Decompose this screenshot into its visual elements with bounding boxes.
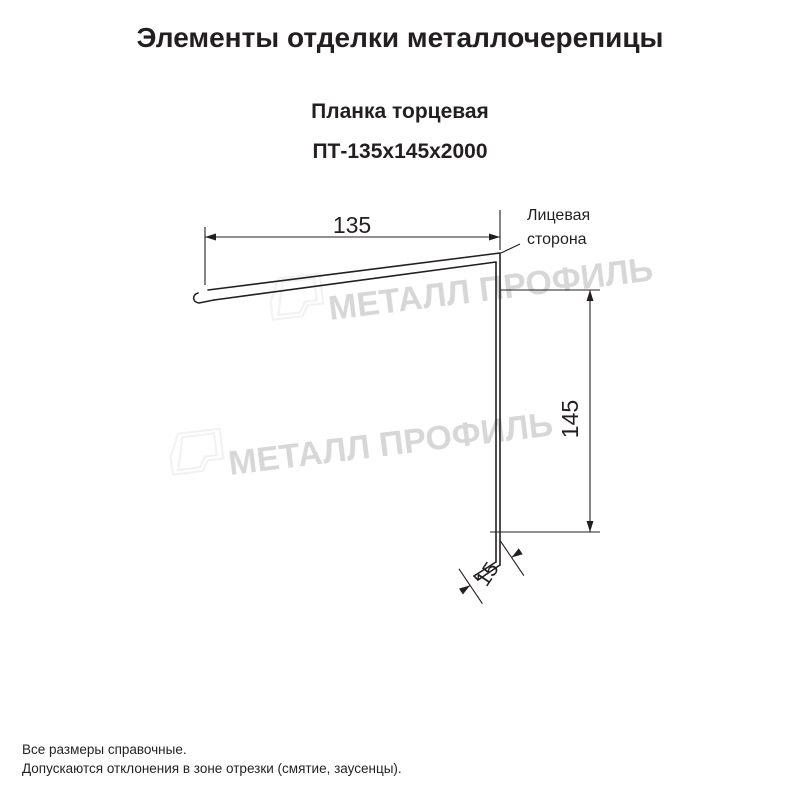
product-name: Планка торцевая <box>311 100 489 123</box>
profile-top-flange-inner <box>214 262 496 300</box>
face-side-leader <box>501 244 520 253</box>
page-title: Элементы отделки металлочерепицы <box>136 22 664 53</box>
arrow-a <box>459 583 472 595</box>
technical-drawing <box>0 180 800 620</box>
product-code: ПТ-135x145x2000 <box>312 140 488 163</box>
ext-line-b <box>500 541 523 576</box>
profile-top-flange <box>208 253 500 290</box>
face-side-label-line2: сторона <box>527 231 587 248</box>
dimension-label-15: 15 <box>471 558 504 591</box>
footer-notes <box>22 740 402 778</box>
watermark-text: МЕТАЛЛ ПРОФИЛЬ <box>326 250 656 328</box>
arrow-right <box>489 234 500 241</box>
dimension-height-145 <box>490 290 600 532</box>
face-side-label-line1: Лицевая <box>527 207 591 224</box>
footer-note-2: Допускаются отклонения в зоне отрезки (смятие, заусенцы). <box>22 761 402 776</box>
arrow-b <box>510 548 523 560</box>
profile-hem <box>194 293 214 303</box>
arrow-left <box>205 234 216 241</box>
dimension-label-135: 135 <box>332 212 372 238</box>
arrow-bottom <box>587 521 594 532</box>
watermark-text: МЕТАЛЛ ПРОФИЛЬ <box>226 405 556 483</box>
arrow-top <box>587 290 594 301</box>
dimension-label-145: 145 <box>557 399 583 439</box>
footer-note-1: Все размеры справочные. <box>22 742 187 757</box>
